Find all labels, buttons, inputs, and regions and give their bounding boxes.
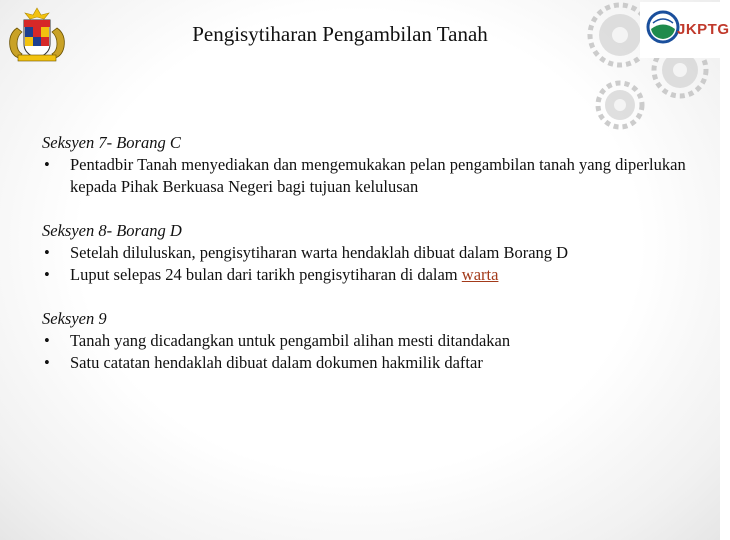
malaysia-coat-of-arms-icon — [4, 6, 70, 64]
section-title: Seksyen 7- Borang C — [42, 133, 181, 152]
slide-header — [0, 0, 730, 70]
section-title: Seksyen 8- Borang D — [42, 221, 182, 240]
bullet-marker: • — [44, 353, 50, 372]
bullet-marker: • — [44, 265, 50, 284]
bullet-item — [42, 264, 702, 286]
bullet-item — [42, 352, 702, 374]
slide-title: Pengisytiharan Pengambilan Tanah — [192, 22, 488, 46]
bullet-list — [42, 330, 702, 374]
bullet-marker: • — [44, 331, 50, 350]
bullet-marker: • — [44, 155, 50, 174]
section-seksyen-9 — [42, 308, 702, 374]
bullet-text: Satu catatan hendaklah dibuat dalam dokumen hakmilik daftar — [70, 353, 483, 372]
section-title: Seksyen 9 — [42, 309, 107, 328]
bullet-item — [42, 330, 702, 352]
slide-content — [42, 132, 702, 396]
jkptg-globe-icon — [646, 10, 680, 44]
warta-link[interactable]: warta — [461, 265, 499, 284]
bullet-marker: • — [44, 243, 50, 262]
bullet-list — [42, 242, 702, 286]
jkptg-logo-text: JKPTG — [677, 21, 730, 38]
bullet-text: Tanah yang dicadangkan untuk pengambil alihan mesti ditandakan — [70, 331, 511, 350]
section-seksyen-8 — [42, 220, 702, 286]
bullet-text: Setelah diluluskan, pengisytiharan warta hendaklah dibuat dalam Borang D — [70, 243, 569, 262]
section-seksyen-7 — [42, 132, 702, 198]
bullet-list — [42, 154, 702, 198]
bullet-text: Pentadbir Tanah menyediakan dan mengemukakan pelan pengambilan tanah yang diperlukan kepada Pihak Berkuasa Negeri bagi tujuan kelulusan — [70, 155, 686, 196]
bullet-item — [42, 154, 702, 198]
bullet-item — [42, 242, 702, 264]
bullet-text: Luput selepas 24 bulan dari tarikh pengisytiharan di dalam — [70, 265, 462, 284]
jkptg-logo — [640, 2, 730, 58]
